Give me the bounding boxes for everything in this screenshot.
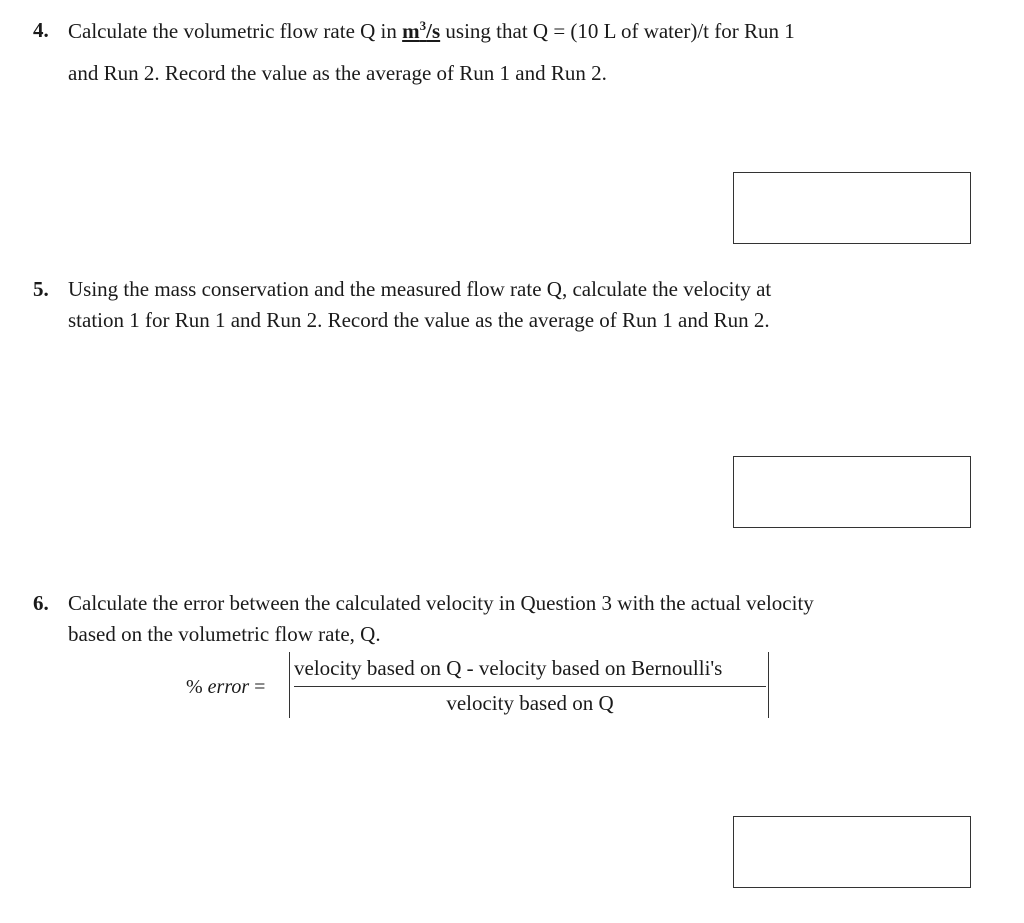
question-6-number: 6. — [33, 591, 49, 615]
question-5-number: 5. — [33, 277, 49, 301]
question-5-line-2: station 1 for Run 1 and Run 2. Record the value as the average of Run 1 and Run 2. — [68, 308, 770, 332]
formula-numerator: velocity based on Q - velocity based on Bernoulli's — [294, 656, 723, 680]
question-4-line-1 — [68, 18, 795, 44]
question-4-line-1-prefix: Calculate the volumetric flow rate Q in — [68, 19, 403, 43]
formula-equals: = — [249, 676, 266, 698]
formula-percent-sign: % — [186, 676, 208, 698]
question-4-answer-box[interactable] — [733, 172, 971, 244]
question-4-number: 4. — [33, 18, 49, 42]
flow-rate-unit — [402, 19, 440, 43]
question-4-line-2: and Run 2. Record the value as the average of Run 1 and Run 2. — [68, 61, 607, 85]
unit-tail: /s — [426, 19, 441, 43]
unit-superscript: 3 — [419, 18, 427, 33]
question-6-answer-box[interactable] — [733, 816, 971, 888]
question-6-line-1: Calculate the error between the calculated velocity in Question 3 with the actual velocity — [68, 591, 814, 615]
question-6-line-2: based on the volumetric flow rate, Q. — [68, 622, 381, 646]
formula-lhs — [186, 676, 265, 699]
formula-denominator: velocity based on Q — [446, 691, 614, 715]
unit-base: m — [402, 19, 420, 43]
absolute-value-left-bar — [289, 652, 290, 718]
question-4-line-1-suffix: using that Q = (10 L of water)/t for Run 1 — [440, 19, 795, 43]
question-5-line-1: Using the mass conservation and the measured flow rate Q, calculate the velocity at — [68, 277, 772, 301]
formula-error-word: error — [207, 676, 250, 698]
absolute-value-right-bar — [768, 652, 769, 718]
fraction-rule — [294, 686, 766, 687]
question-5-answer-box[interactable] — [733, 456, 971, 528]
percent-error-formula — [0, 650, 1024, 720]
